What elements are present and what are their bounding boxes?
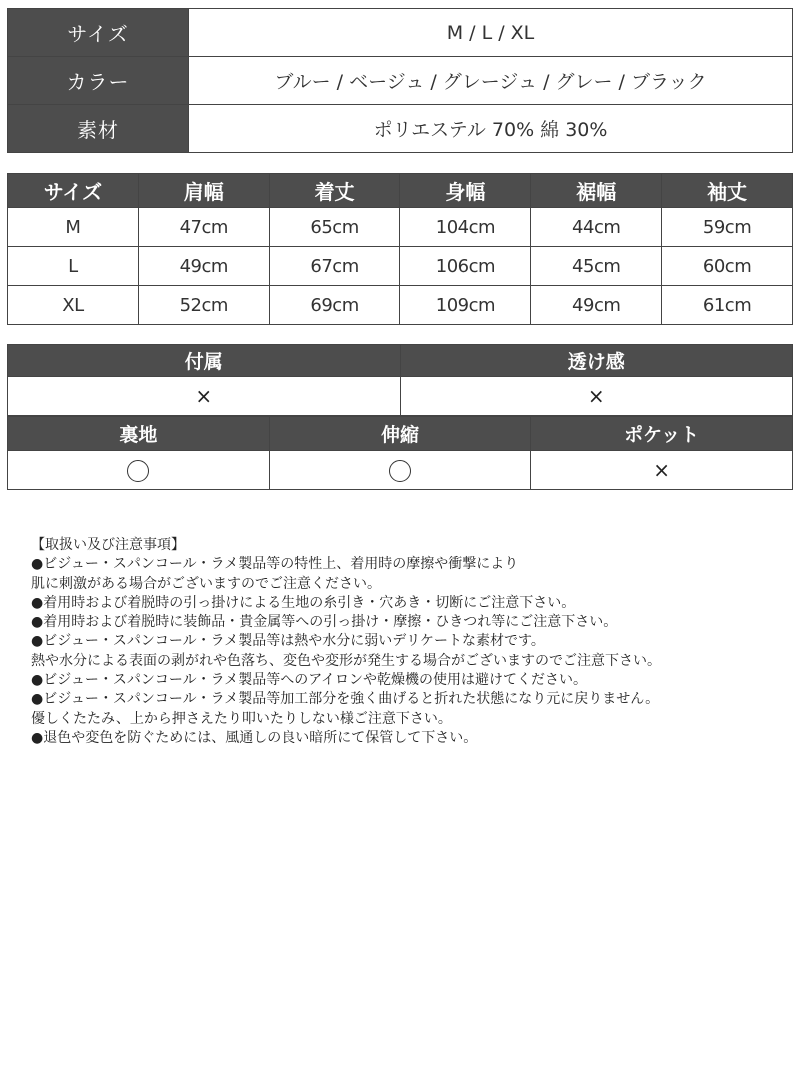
table-cell: 44cm <box>531 208 662 247</box>
table-cell: 52cm <box>138 286 269 325</box>
table-cell: 106cm <box>400 247 531 286</box>
table-row <box>8 247 793 286</box>
table-cell: 65cm <box>269 208 400 247</box>
table-row <box>8 208 793 247</box>
note-line: ●ビジュー・スパンコール・ラメ製品等の特性上、着用時の摩擦や衝撃により <box>31 556 519 573</box>
note-line: ●着用時および着脱時の引っ掛けによる生地の糸引き・穴あき・切断にご注意下さい。 <box>31 594 576 611</box>
size-chart-header: サイズ <box>8 174 139 208</box>
circle-icon <box>389 460 411 482</box>
accessories-value: × <box>8 377 401 416</box>
size-chart-header: 裾幅 <box>531 174 662 208</box>
table-cell: 104cm <box>400 208 531 247</box>
attributes-header-row <box>8 345 793 377</box>
material-label: 素材 <box>8 105 189 153</box>
note-line: 熱や水分による表面の剥がれや色落ち、変色や変形が発生する場合がございますのでご注意下さい。 <box>31 652 661 669</box>
table-cell: 45cm <box>531 247 662 286</box>
table-cell: 47cm <box>138 208 269 247</box>
color-value: ブルー / ベージュ / グレージュ / グレー / ブラック <box>189 57 793 105</box>
table-cell: 49cm <box>531 286 662 325</box>
note-line: 肌に刺激がある場合がございますのでご注意ください。 <box>31 575 381 592</box>
attributes-value-row <box>8 451 793 490</box>
circle-icon <box>127 460 149 482</box>
table-cell: 67cm <box>269 247 400 286</box>
table-cell: 61cm <box>662 286 793 325</box>
lining-value <box>8 451 270 490</box>
pocket-header: ポケット <box>531 417 793 451</box>
size-row <box>8 9 793 57</box>
sheerness-header: 透け感 <box>400 345 793 377</box>
material-value: ポリエステル 70% 綿 30% <box>189 105 793 153</box>
table-cell: 59cm <box>662 208 793 247</box>
size-chart-header: 肩幅 <box>138 174 269 208</box>
table-cell: 60cm <box>662 247 793 286</box>
attributes-value-row <box>8 377 793 416</box>
attributes-table-top <box>7 344 793 416</box>
size-chart-header: 身幅 <box>400 174 531 208</box>
note-line: ●ビジュー・スパンコール・ラメ製品等加工部分を強く曲げると折れた状態になり元に戻りません。 <box>31 691 660 708</box>
color-row <box>8 57 793 105</box>
sheerness-value: × <box>400 377 793 416</box>
table-cell: XL <box>8 286 139 325</box>
pocket-value: × <box>531 451 793 490</box>
stretch-header: 伸縮 <box>269 417 531 451</box>
size-chart-header: 着丈 <box>269 174 400 208</box>
table-cell: 49cm <box>138 247 269 286</box>
size-value: M / L / XL <box>189 9 793 57</box>
color-label: カラー <box>8 57 189 105</box>
size-label: サイズ <box>8 9 189 57</box>
size-chart-header: 袖丈 <box>662 174 793 208</box>
product-info-table <box>7 8 793 153</box>
note-line: ●ビジュー・スパンコール・ラメ製品等へのアイロンや乾燥機の使用は避けてください。 <box>31 672 587 689</box>
lining-header: 裏地 <box>8 417 270 451</box>
attributes-header-row <box>8 417 793 451</box>
note-line: ●着用時および着脱時に装飾品・貴金属等への引っ掛け・摩擦・ひきつれ等にご注意下さい。 <box>31 614 618 631</box>
size-chart-table <box>7 173 793 325</box>
stretch-value <box>269 451 531 490</box>
notes-heading: 【取扱い及び注意事項】 <box>31 537 185 553</box>
table-cell: 109cm <box>400 286 531 325</box>
note-line: ●ビジュー・スパンコール・ラメ製品等は熱や水分に弱いデリケートな素材です。 <box>31 633 545 650</box>
note-line: ●退色や変色を防ぐためには、風通しの良い暗所にて保管して下さい。 <box>31 729 478 746</box>
size-chart-header-row <box>8 174 793 208</box>
table-cell: L <box>8 247 139 286</box>
note-line: 優しくたたみ、上から押さえたり叩いたりしない様ご注意下さい。 <box>31 710 452 727</box>
table-cell: 69cm <box>269 286 400 325</box>
material-row <box>8 105 793 153</box>
table-cell: M <box>8 208 139 247</box>
accessories-header: 付属 <box>8 345 401 377</box>
table-row <box>8 286 793 325</box>
attributes-table-bottom <box>7 416 793 490</box>
care-notes <box>31 536 791 748</box>
